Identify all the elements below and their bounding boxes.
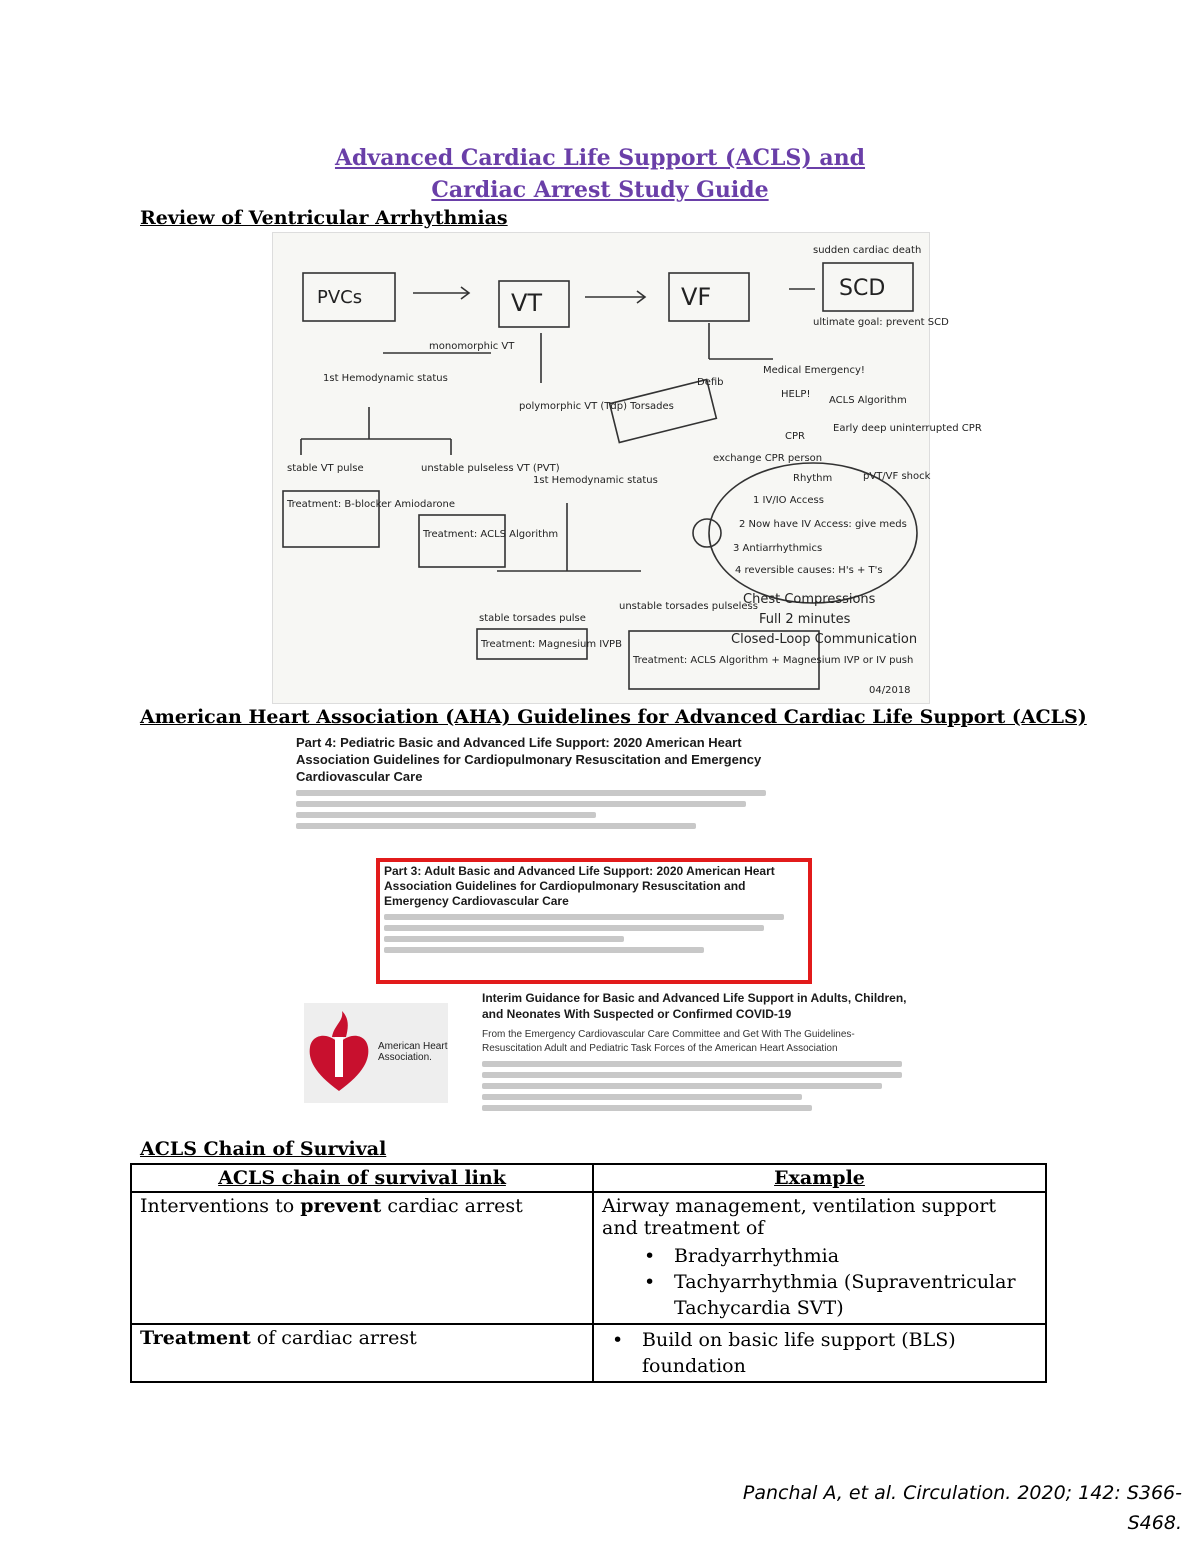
bullet-list <box>602 1327 1037 1379</box>
author-line-blur <box>482 1083 882 1089</box>
sketch-step4: 4 reversible causes: H's + T's <box>735 565 883 576</box>
sketch-monomorphic: monomorphic VT <box>429 341 515 352</box>
author-line-blur <box>384 925 764 931</box>
aha-logo-text: American Heart Association. <box>378 1041 448 1063</box>
sketch-pvt-vf-shock: pVT/VF shock <box>863 471 931 482</box>
sketch-step2: 2 Now have IV Access: give meds <box>739 519 907 530</box>
sketch-vt: VT <box>511 289 543 317</box>
doi-line-blur <box>482 1105 812 1111</box>
section-heading-guidelines: American Heart Association (AHA) Guidelines for Advanced Cardiac Life Support (ACLS) <box>140 706 1087 728</box>
sketch-ultimate-goal: ultimate goal: prevent SCD <box>813 317 949 328</box>
sketch-acls-algorithm: ACLS Algorithm <box>829 395 907 406</box>
table-cell-link <box>131 1324 593 1382</box>
sketch-rhythm: Rhythm <box>793 473 833 484</box>
doi-line-blur <box>296 823 696 829</box>
sketch-cpr: CPR <box>785 431 805 442</box>
list-item: • Build on basic life support (BLS) foundation <box>610 1327 1037 1379</box>
sketch-help: HELP! <box>781 389 811 400</box>
author-line-blur <box>296 812 596 818</box>
sketch-sudden-cardiac-death: sudden cardiac death <box>813 245 922 256</box>
document-title-line2: Cardiac Arrest Study Guide <box>431 177 769 203</box>
author-line-blur <box>384 936 624 942</box>
sketch-stable-torsades: stable torsades pulse <box>479 613 586 624</box>
sketch-scd: SCD <box>839 276 886 301</box>
sketch-medical-emergency: Medical Emergency! <box>763 365 865 376</box>
heart-torch-icon <box>304 1003 374 1103</box>
sketch-treatment4: Treatment: ACLS Algorithm + Magnesium IVP or IV push <box>633 655 914 666</box>
table-cell-example <box>593 1192 1046 1324</box>
arrhythmia-concept-map <box>272 232 982 704</box>
author-line-blur <box>482 1072 902 1078</box>
sketch-treatment2: Treatment: ACLS Algorithm <box>423 529 559 540</box>
table-row <box>131 1192 1046 1324</box>
citation <box>743 1478 1182 1538</box>
section-heading-chain: ACLS Chain of Survival <box>140 1138 387 1160</box>
sketch-exchange-cpr: exchange CPR person <box>713 453 823 464</box>
author-line-blur <box>482 1061 902 1067</box>
sketch-polymorphic: polymorphic VT (Tdp) Torsades <box>519 401 674 412</box>
table-cell-example <box>593 1324 1046 1382</box>
chain-of-survival-table <box>130 1163 1047 1383</box>
sketch-closed-loop: Closed-Loop Communication <box>731 632 918 647</box>
cell-text: Interventions to <box>140 1195 301 1217</box>
aha-logo <box>304 1003 448 1103</box>
sketch-early-cpr: Early deep uninterrupted CPR <box>833 423 982 434</box>
author-line-blur <box>296 801 746 807</box>
sketch-unstable-torsades: unstable torsades pulseless <box>619 601 758 612</box>
author-line-blur <box>384 914 784 920</box>
sketch-chest-compressions: Chest Compressions <box>743 592 876 607</box>
sketch-date: 04/2018 <box>869 685 911 696</box>
list-item: • Tachyarrhythmia (Supraventricular Tachycardia SVT) <box>642 1269 1037 1321</box>
sketch-treatment1: Treatment: B-blocker Amiodarone <box>287 499 455 510</box>
table-header-row <box>131 1164 1046 1192</box>
list-item: • Bradyarrhythmia <box>642 1243 1037 1269</box>
sketch-stable-vt: stable VT pulse <box>287 463 364 474</box>
sketch-unstable-pvt: unstable pulseless VT (PVT) <box>421 463 560 474</box>
cell-text: of cardiac arrest <box>250 1327 417 1349</box>
author-line-blur <box>482 1094 802 1100</box>
table-row <box>131 1324 1046 1382</box>
author-line-blur <box>296 790 766 796</box>
cell-text: Airway management, ventilation support and treatment of <box>602 1195 996 1239</box>
sketch-defib: Defib <box>697 377 724 388</box>
sketch-first-hemodynamic-2: 1st Hemodynamic status <box>533 475 658 486</box>
paper-part3 <box>384 864 798 958</box>
paper-part4-title: Part 4: Pediatric Basic and Advanced Life Support: 2020 American Heart Association Guidelines for Cardiopulmonary Resuscitation and Emergency Cardiovascular Care <box>296 735 762 784</box>
paper-covid <box>482 990 912 1116</box>
sketch-step1: 1 IV/IO Access <box>753 495 824 506</box>
paper-part3-title: Part 3: Adult Basic and Advanced Life Support: 2020 American Heart Association Guidelines for Cardiopulmonary Resuscitation and Emergency Cardiovascular Care <box>384 864 775 908</box>
sketch-pvcs: PVCs <box>317 287 363 308</box>
cell-text: cardiac arrest <box>381 1195 523 1217</box>
citation-line2: S468. <box>1127 1512 1182 1534</box>
section-heading-arrhythmias: Review of Ventricular Arrhythmias <box>140 207 508 229</box>
paper-covid-title: Interim Guidance for Basic and Advanced Life Support in Adults, Children, and Neonates With Suspected or Confirmed COVID-19 <box>482 991 907 1021</box>
cell-text-bold: Treatment <box>140 1327 251 1349</box>
citation-line1: Panchal A, et al. Circulation. 2020; 142: S366- <box>742 1482 1182 1504</box>
doi-line-blur <box>384 947 704 953</box>
sketch-vf: VF <box>681 283 712 311</box>
paper-part4 <box>296 734 796 834</box>
table-cell-link <box>131 1192 593 1324</box>
document-title-line1: Advanced Cardiac Life Support (ACLS) and <box>334 145 866 171</box>
table-header-link: ACLS chain of survival link <box>131 1164 593 1192</box>
bullet-list <box>602 1243 1037 1321</box>
paper-covid-subtitle: From the Emergency Cardiovascular Care Committee and Get With The Guidelines-Resuscitation Adult and Pediatric Task Forces of the American Heart Association <box>482 1029 855 1054</box>
sketch-treatment3: Treatment: Magnesium IVPB <box>481 639 622 650</box>
table-header-example: Example <box>593 1164 1046 1192</box>
cell-text-bold: prevent <box>300 1195 382 1217</box>
sketch-step3: 3 Antiarrhythmics <box>733 543 823 554</box>
sketch-first-hemodynamic: 1st Hemodynamic status <box>323 373 448 384</box>
sketch-full-2-minutes: Full 2 minutes <box>759 612 851 627</box>
concept-map-svg <box>273 233 982 703</box>
